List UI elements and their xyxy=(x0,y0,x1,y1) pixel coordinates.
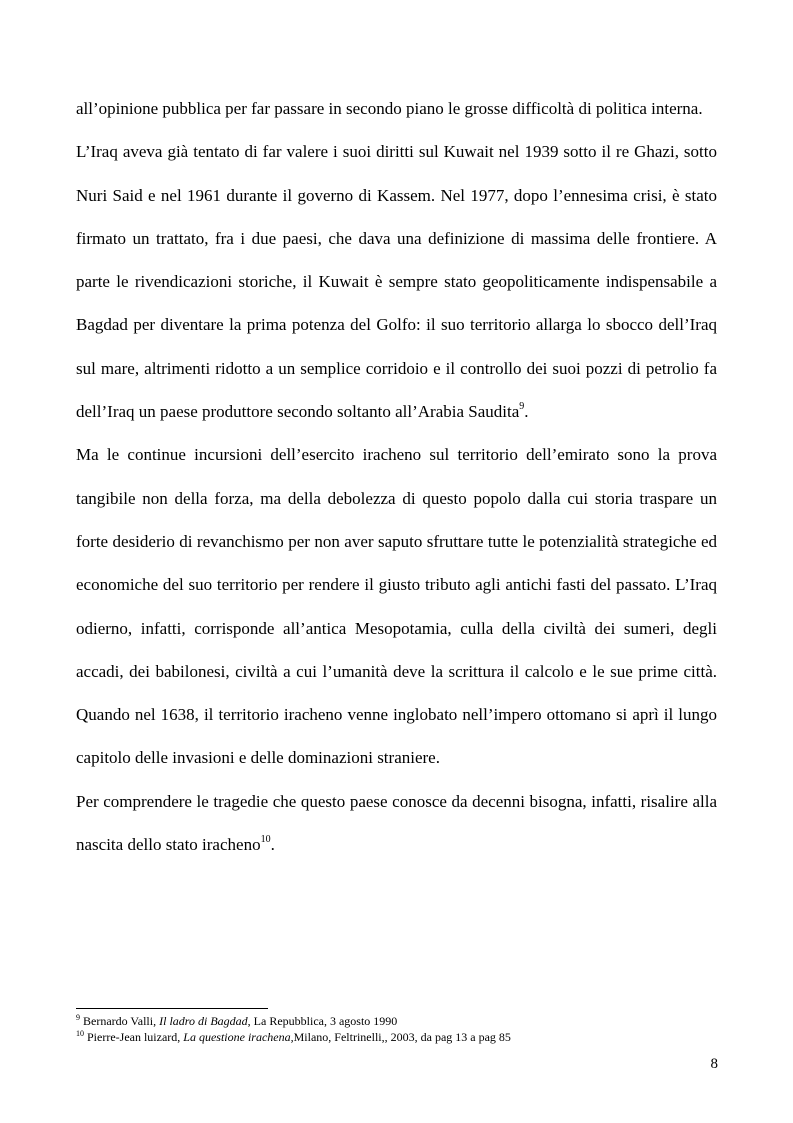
footnote: $^{10}$ Pierre-Jean luizard, La questione irachena,Milano, Feltrinelli,, 2003, da pag 13 a pag 85 xyxy=(76,1029,511,1044)
footnote-title: Il ladro di Bagdad xyxy=(159,1014,248,1028)
paragraph: all’opinione pubblica per far passare in secondo piano le grosse difficoltà di politica interna. xyxy=(76,99,703,118)
footnotes xyxy=(76,1013,717,1045)
paragraph: L’Iraq aveva già tentato di far valere i suoi diritti sul Kuwait nel 1939 sotto il re Ghazi, sotto Nuri Said e nel 1961 durante il governo di Kassem. Nel 1977, dopo l’ennesima crisi, è stato firmato un trattato, fra i due paesi, che dava una definizione di massima delle frontiere. A parte le rivendicazioni storiche, il Kuwait è sempre stato geopoliticamente indispensabile a Bagdad per diventare la prima potenza del Golfo: il suo territorio allarga lo sbocco dell’Iraq sul mare, altrimenti ridotto a un semplice corridoio e il controllo dei suoi pozzi di petrolio fa dell’Iraq un paese produttore secondo soltanto all’Arabia Saudita$^9$. xyxy=(76,142,717,422)
paragraph: Per comprendere le tragedie che questo paese conosce da decenni bisogna, infatti, risalire alla nascita dello stato iracheno$^{10}$. xyxy=(76,791,717,855)
paragraph: Ma le continue incursioni dell’esercito iracheno sul territorio dell’emirato sono la prova tangibile non della forza, ma della debolezza di questo popolo dalla cui storia traspare un forte desiderio di revanchismo per non aver saputo sfruttare tutte le potenzialità strategiche ed economiche del suo territorio per rendere il giusto tributo agli antichi fasti del passato. L’Iraq odierno, infatti, corrisponde all’antica Mesopotamia, culla della civiltà dei sumeri, degli accadi, dei babilonesi, civiltà a cui l’umanità deve la scrittura il calcolo e le sue prime città. Quando nel 1638, il territorio iracheno venne inglobato nell’impero ottomano si aprì il lungo capitolo delle invasioni e delle dominazioni straniere. xyxy=(76,445,717,768)
footnote-divider xyxy=(76,1008,268,1009)
footnote-number: 9 xyxy=(76,1013,80,1022)
footnote-ref[interactable]: 9 xyxy=(519,401,525,413)
page-number: 8 xyxy=(710,1056,718,1072)
footnote: $^9$ Bernardo Valli, Il ladro di Bagdad, La Repubblica, 3 agosto 1990 xyxy=(76,1013,398,1028)
footnote-title: La questione irachena, xyxy=(183,1030,294,1044)
footnote-number: 10 xyxy=(76,1029,84,1038)
footnote-ref[interactable]: 10 xyxy=(260,834,271,846)
body-text xyxy=(76,87,717,866)
